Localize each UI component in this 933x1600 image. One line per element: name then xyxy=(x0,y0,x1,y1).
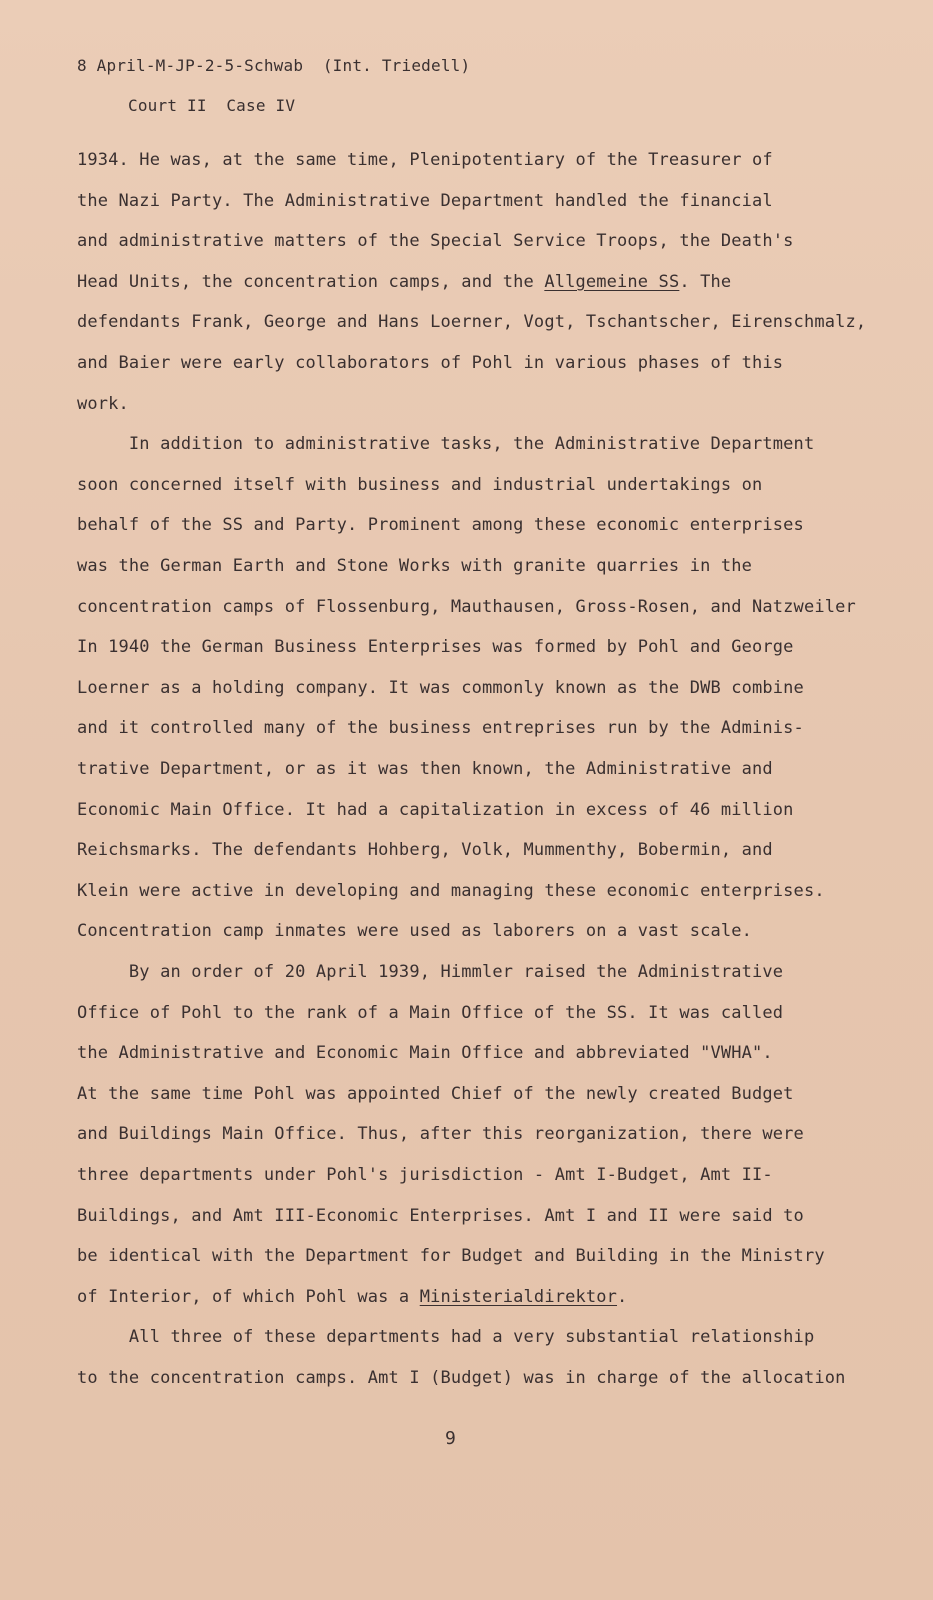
text-segment: defendants Frank, George and Hans Loerner, Vogt, Tschantscher, Eirenschmalz, xyxy=(77,312,867,332)
text-segment: soon concerned itself with business and industrial undertakings on xyxy=(77,475,763,495)
text-line xyxy=(77,678,804,698)
text-line xyxy=(77,637,794,657)
text-line xyxy=(77,597,856,617)
text-line xyxy=(77,759,773,779)
text-line xyxy=(77,231,794,251)
text-segment: In addition to administrative tasks, the Administrative Department xyxy=(77,434,815,454)
text-segment: Office of Pohl to the rank of a Main Office of the SS. It was called xyxy=(77,1003,784,1023)
text-segment: Head Units, the concentration camps, and the xyxy=(77,272,545,292)
text-segment: . xyxy=(617,1287,628,1307)
text-line xyxy=(77,718,804,738)
document-header-court: Court II Case IV xyxy=(128,96,296,115)
text-line xyxy=(77,434,814,454)
text-segment: and it controlled many of the business entreprises run by the Adminis- xyxy=(77,718,804,738)
text-line xyxy=(77,1206,804,1226)
text-line xyxy=(77,394,129,414)
text-segment: . The xyxy=(679,272,732,292)
underlined-term: Ministerialdirektor xyxy=(419,1287,618,1307)
text-line xyxy=(77,1368,845,1388)
text-segment: Reichsmarks. The defendants Hohberg, Volk, Mummenthy, Bobermin, and xyxy=(77,840,773,860)
text-segment: Klein were active in developing and managing these economic enterprises. xyxy=(77,881,825,901)
text-segment: to the concentration camps. Amt I (Budget) was in charge of the allocation xyxy=(77,1368,846,1388)
text-segment: All three of these departments had a very substantial relationship xyxy=(77,1327,815,1347)
text-segment: work. xyxy=(77,394,129,414)
text-line xyxy=(77,515,804,535)
text-segment: three departments under Pohl's jurisdiction - Amt I-Budget, Amt II- xyxy=(77,1165,773,1185)
text-segment: was the German Earth and Stone Works with granite quarries in the xyxy=(77,556,753,576)
text-line xyxy=(77,1327,814,1347)
text-line xyxy=(77,1003,783,1023)
text-line xyxy=(77,1124,804,1144)
text-segment: Loerner as a holding company. It was commonly known as the DWB combine xyxy=(77,678,804,698)
text-segment: Buildings, and Amt III-Economic Enterprises. Amt I and II were said to xyxy=(77,1206,804,1226)
text-line xyxy=(77,1165,773,1185)
text-segment: behalf of the SS and Party. Prominent among these economic enterprises xyxy=(77,515,804,535)
text-line xyxy=(77,800,794,820)
text-line xyxy=(77,150,773,170)
text-line xyxy=(77,312,866,332)
text-line xyxy=(77,840,773,860)
text-line xyxy=(77,1084,794,1104)
text-segment: the Nazi Party. The Administrative Department handled the financial xyxy=(77,191,773,211)
text-segment: of Interior, of which Pohl was a xyxy=(77,1287,420,1307)
text-segment: be identical with the Department for Budget and Building in the Ministry xyxy=(77,1246,825,1266)
document-header-reference: 8 April-M-JP-2-5-Schwab (Int. Triedell) xyxy=(77,56,471,75)
text-line xyxy=(77,1043,773,1063)
text-segment: and Buildings Main Office. Thus, after this reorganization, there were xyxy=(77,1124,804,1144)
text-line xyxy=(77,1246,825,1266)
text-segment: trative Department, or as it was then known, the Administrative and xyxy=(77,759,773,779)
text-segment: By an order of 20 April 1939, Himmler raised the Administrative xyxy=(77,962,784,982)
text-line xyxy=(77,353,783,373)
underlined-term: Allgemeine SS xyxy=(544,272,680,292)
text-segment: 1934. He was, at the same time, Plenipotentiary of the Treasurer of xyxy=(77,150,773,170)
text-line xyxy=(77,272,731,292)
text-line xyxy=(77,921,752,941)
text-segment: the Administrative and Economic Main Office and abbreviated "VWHA". xyxy=(77,1043,773,1063)
text-segment: In 1940 the German Business Enterprises was formed by Pohl and George xyxy=(77,637,794,657)
text-line xyxy=(77,1287,627,1307)
text-line xyxy=(77,556,752,576)
text-segment: Economic Main Office. It had a capitalization in excess of 46 million xyxy=(77,800,794,820)
text-line xyxy=(77,191,773,211)
text-segment: Concentration camp inmates were used as laborers on a vast scale. xyxy=(77,921,753,941)
text-segment: At the same time Pohl was appointed Chief of the newly created Budget xyxy=(77,1084,794,1104)
text-line xyxy=(77,962,783,982)
text-segment: and administrative matters of the Special Service Troops, the Death's xyxy=(77,231,794,251)
text-line xyxy=(77,881,825,901)
page-number: 9 xyxy=(445,1428,456,1449)
text-segment: concentration camps of Flossenburg, Mauthausen, Gross-Rosen, and Natzweiler xyxy=(77,597,856,617)
text-segment: and Baier were early collaborators of Pohl in various phases of this xyxy=(77,353,784,373)
text-line xyxy=(77,475,762,495)
